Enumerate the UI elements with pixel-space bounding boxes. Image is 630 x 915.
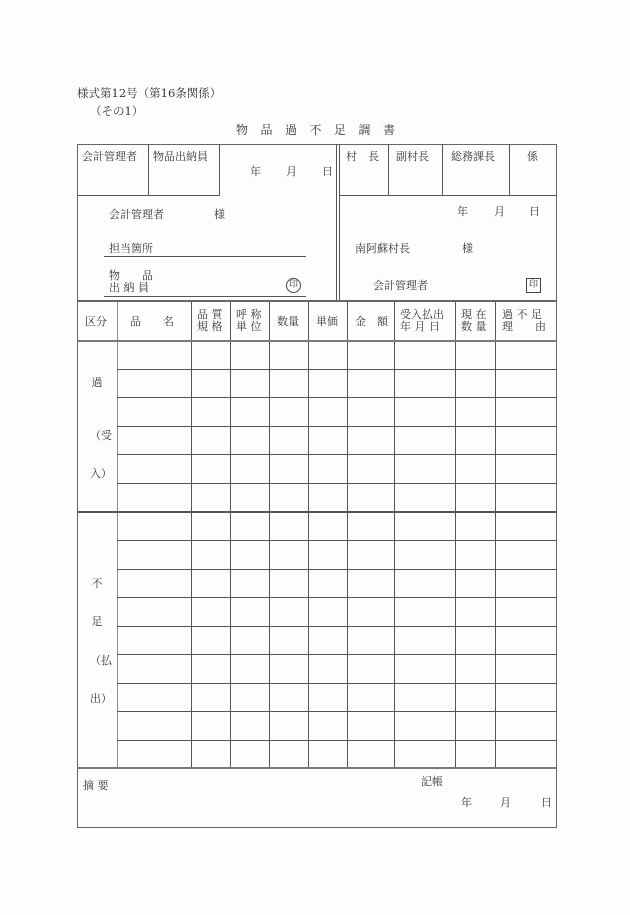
date-year: 年: [250, 165, 261, 178]
approval-cell-staff: 係: [527, 150, 538, 163]
honorific: 様: [214, 208, 225, 221]
header-line: 現 在: [461, 308, 487, 321]
section-label-excess: 過: [91, 376, 103, 389]
col-header-unit-price: 単価: [316, 315, 338, 328]
header-line: 理 由: [502, 320, 546, 333]
col-header-quantity: 数量: [277, 315, 299, 328]
form-subtitle: （その1）: [90, 104, 144, 118]
header-line: 過 不 足: [502, 308, 542, 321]
table-row: [117, 683, 557, 684]
cell-border: [388, 144, 389, 195]
date-month: 月: [500, 796, 511, 809]
section-label-shortage: 出）: [90, 692, 112, 705]
cell-border: [339, 195, 557, 196]
section-label-shortage: （払: [90, 654, 112, 667]
column-border: [230, 302, 231, 768]
col-header-category: 区分: [85, 315, 107, 328]
seal-stamp-icon: 印: [526, 278, 541, 293]
approval-cell-general-affairs: 総務課長: [451, 150, 495, 163]
approval-cell-deputy-mayor: 副村長: [396, 150, 429, 163]
section-divider: [336, 144, 337, 301]
date-year: 年: [461, 796, 472, 809]
section-divider: [77, 767, 557, 769]
header-line: 受入払出: [400, 308, 444, 321]
department-label: 担当箇所: [109, 242, 153, 255]
cell-border: [442, 144, 443, 195]
column-border: [308, 302, 309, 768]
col-header-current-qty: [461, 309, 487, 333]
section-label-excess: 入）: [90, 467, 112, 480]
cell-border: [148, 144, 149, 195]
approval-cell-accountant: 会計管理者: [82, 150, 137, 163]
header-line: 年 月 日: [400, 320, 440, 333]
header-line: 呼 称: [236, 308, 262, 321]
header-line: 数 量: [461, 320, 487, 333]
date-day: 日: [322, 165, 333, 178]
form-code: 様式第12号（第16条関係）: [77, 86, 222, 100]
header-line: 単 位: [236, 320, 262, 333]
date-year: 年: [457, 205, 468, 218]
page-title: 物品過不足調書: [236, 123, 408, 137]
column-border: [191, 302, 192, 768]
cell-border: [219, 144, 220, 195]
entry-label: 記帳: [421, 775, 443, 788]
honorific: 様: [462, 242, 473, 255]
table-row: [117, 569, 557, 570]
table-row: [117, 426, 557, 427]
column-border: [117, 302, 118, 768]
header-line: 品 質: [197, 308, 223, 321]
signer-accountant: 会計管理者: [373, 279, 428, 292]
officer-title-line1: 物 品: [109, 269, 153, 282]
col-header-unit: [236, 309, 262, 333]
cell-border: [509, 144, 510, 195]
table-row: [117, 369, 557, 370]
table-row: [117, 626, 557, 627]
column-border: [394, 302, 395, 768]
section-label-shortage: 足: [91, 615, 103, 628]
summary-label: 摘 要: [83, 779, 109, 792]
recipient-label: 会計管理者: [109, 208, 164, 221]
col-header-date: [400, 309, 444, 333]
section-divider: [77, 511, 557, 513]
table-row: [117, 397, 557, 398]
col-header-amount: 金 額: [355, 315, 388, 328]
section-label-excess: （受: [90, 429, 112, 442]
section-divider: [339, 144, 340, 301]
department-underline: [104, 256, 306, 257]
col-header-reason: [502, 309, 546, 333]
approval-cell-property-clerk: 物品出納員: [153, 150, 208, 163]
table-row: [117, 711, 557, 712]
table-row: [117, 454, 557, 455]
cell-border: [77, 195, 220, 196]
approval-cell-mayor: 村 長: [346, 150, 379, 163]
seal-stamp-icon: 印: [286, 278, 301, 293]
section-label-shortage: 不: [91, 577, 103, 590]
column-border: [495, 302, 496, 768]
table-row: [117, 654, 557, 655]
officer-underline: [104, 296, 306, 297]
table-row: [117, 597, 557, 598]
date-month: 月: [494, 205, 505, 218]
header-bottom-border: [77, 340, 557, 342]
column-border: [347, 302, 348, 768]
col-header-item-name: 品 名: [130, 315, 174, 328]
date-day: 日: [541, 796, 552, 809]
column-border: [269, 302, 270, 768]
col-header-quality-spec: [197, 309, 223, 333]
table-row: [117, 740, 557, 741]
table-row: [117, 483, 557, 484]
table-row: [117, 540, 557, 541]
date-day: 日: [529, 205, 540, 218]
column-border: [455, 302, 456, 768]
date-month: 月: [286, 165, 297, 178]
officer-title-line2: 出 納 員: [109, 281, 149, 294]
recipient-mayor: 南阿蘇村長: [355, 242, 410, 255]
header-line: 規 格: [197, 320, 223, 333]
